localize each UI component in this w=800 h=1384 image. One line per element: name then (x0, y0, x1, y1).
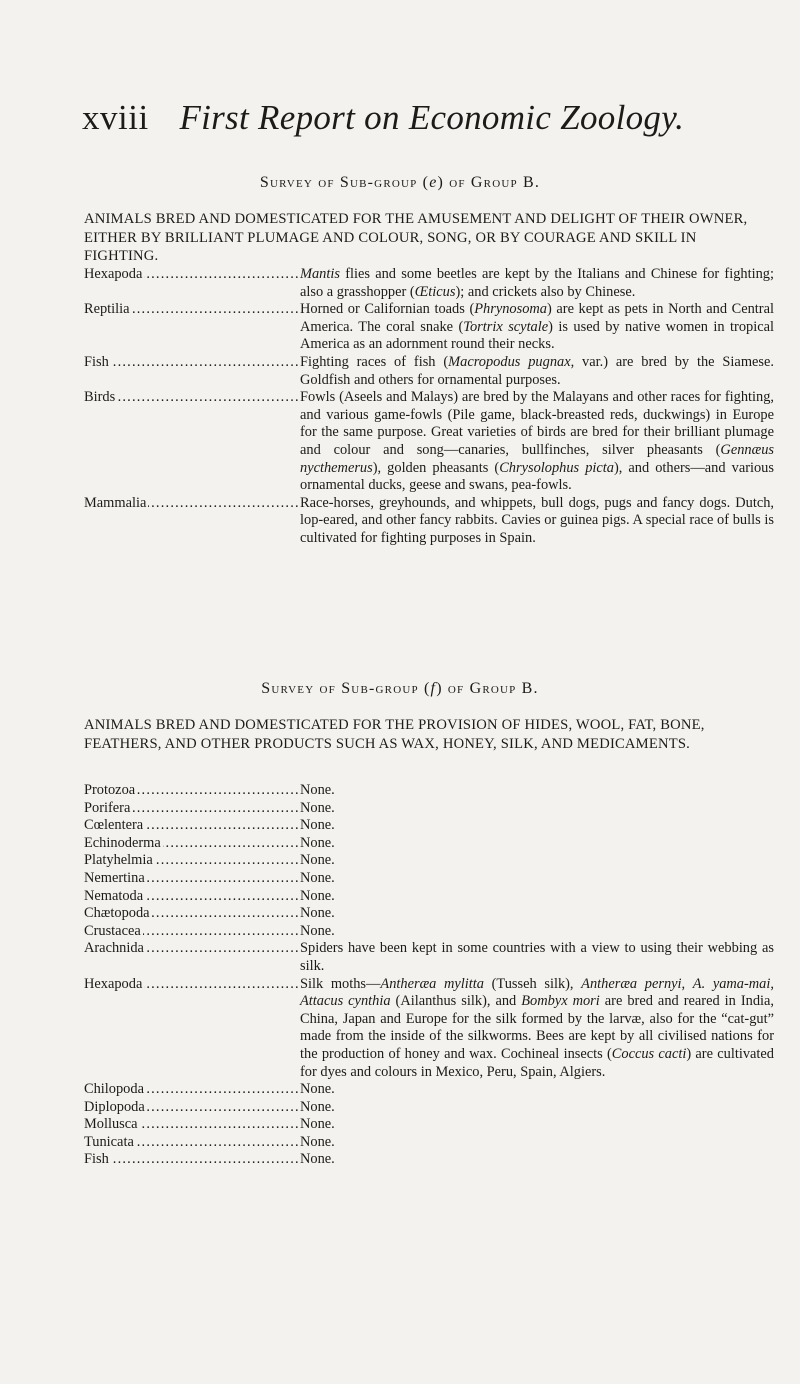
entry-row (84, 870, 774, 888)
entry-description: Horned or Californian toads (Phrynosoma) are kept as pets in North and Central America. The coral snake (Tortrix scytale) is used by native women in tropical America as an adornment round their necks. (300, 301, 775, 353)
section-e-entries (84, 266, 774, 548)
section-f-title-letter: f (430, 680, 437, 697)
entry-group-name: Fish (84, 1151, 109, 1168)
entry-group-name: Porifera (84, 799, 131, 816)
entry-description: None. (300, 869, 335, 886)
section-e-title-prefix: Survey of Sub-group ( (259, 174, 430, 191)
entry-group-label (84, 495, 300, 513)
entry-group-name: Hexapoda (84, 975, 143, 992)
entry-description: None. (300, 817, 335, 834)
section-f-title (0, 680, 800, 698)
entry-group-label (84, 1151, 300, 1169)
entry-description: None. (300, 834, 335, 851)
entry-group-name: Chilopoda (84, 1081, 144, 1098)
entry-description: None. (300, 1098, 335, 1115)
entry-group-name: Arachnida (84, 940, 144, 957)
entry-group-name: Chætopoda (84, 905, 150, 922)
entry-row (84, 1081, 774, 1099)
entry-group-label (84, 266, 300, 284)
entry-description: Fighting races of fish (Macropodus pugnax, var.) are bred by the Siamese. Goldfish and others for ornamental purposes. (300, 353, 774, 388)
entry-description: None. (300, 852, 335, 869)
entry-row (84, 800, 774, 818)
entry-group-name: Cœlentera (84, 817, 144, 834)
entry-group-label (84, 301, 300, 319)
section-e-subtitle: ANIMALS BRED AND DOMESTICATED FOR THE AMUSEMENT AND DELIGHT OF THEIR OWNER, EITHER BY BRILLIANT PLUMAGE AND COLOUR, SONG, OR BY COURAGE AND SKILL IN FIGHTING. (84, 211, 748, 264)
entry-group-name: Crustacea (84, 922, 141, 939)
entry-group-name: Reptilia (84, 301, 130, 318)
entry-group-label (84, 354, 300, 372)
entry-description: None. (300, 1133, 335, 1150)
entry-group-name: Fish (84, 353, 109, 370)
entry-group-label (84, 1081, 300, 1099)
entry-row (84, 266, 774, 301)
entry-group-name: Birds (84, 389, 116, 406)
entry-row (84, 301, 774, 354)
entry-row (84, 940, 774, 975)
entry-group-label (84, 870, 300, 888)
entry-group-label (84, 782, 300, 800)
entry-description: None. (300, 922, 335, 939)
entry-row (84, 1134, 774, 1152)
entry-description: Spiders have been kept in some countries with a view to using their webbing as silk. (300, 940, 774, 974)
entry-description: None. (300, 799, 335, 816)
entry-group-name: Tunicata (84, 1133, 134, 1150)
section-e-title-letter: e (429, 174, 438, 191)
entry-description: None. (300, 782, 335, 798)
entry-group-name: Echinoderma (84, 834, 161, 851)
section-f-title-prefix: Survey of Sub-group ( (261, 680, 431, 697)
entry-description: None. (300, 1151, 335, 1168)
entry-group-label (84, 1099, 300, 1117)
entry-row (84, 852, 774, 870)
entry-description: None. (300, 887, 335, 904)
entry-description: Silk moths—Antheræa mylitta (Tusseh silk), Antheræa pernyi, A. yama-mai, Attacus cynthia (Ailanthus silk), and Bombyx mori are bred and reared in India, China, Japan and Europe for the silk formed by the larvæ, also for the “cat-gut” made from the inside of the silkworms. Bees are kept by all civilised nations for the production of honey and wax. Cochineal insects (Coccus cacti) are cultivated for dyes and colours in Mexico, Peru, Spain, Algiers. (300, 975, 775, 1080)
entry-row (84, 1116, 774, 1134)
entry-row (84, 495, 774, 548)
entry-group-label (84, 835, 300, 853)
entry-group-name: Hexapoda (84, 266, 143, 282)
entry-row (84, 782, 774, 800)
entry-row (84, 923, 774, 941)
section-e-title-suffix: ) of Group B. (437, 174, 541, 191)
entry-row (84, 976, 774, 1082)
entry-group-label (84, 976, 300, 994)
section-f-title-suffix: ) of Group B. (436, 680, 539, 697)
entry-group-label (84, 923, 300, 941)
entry-row (84, 354, 774, 389)
entry-group-label (84, 1116, 300, 1134)
running-title: First Report on Economic Zoology. (179, 98, 685, 137)
entry-row (84, 389, 774, 495)
entry-group-name: Mollusca (84, 1116, 138, 1133)
entry-group-label (84, 800, 300, 818)
section-e-title (0, 174, 800, 192)
entry-description: Mantis flies and some beetles are kept by the Italians and Chinese for fighting; also a grasshopper (Œticus); and crickets also by Chinese. (300, 266, 774, 300)
entry-row (84, 835, 774, 853)
entry-group-name: Protozoa (84, 782, 136, 798)
entry-group-name: Diplopoda (84, 1098, 145, 1115)
entry-group-name: Nemertina (84, 869, 145, 886)
section-f-entries (84, 782, 774, 1169)
entry-row (84, 1099, 774, 1117)
entry-row (84, 817, 774, 835)
page-number: xviii (82, 98, 149, 137)
entry-group-name: Nematoda (84, 887, 144, 904)
entry-group-label (84, 1134, 300, 1152)
entry-row (84, 905, 774, 923)
entry-description: None. (300, 1116, 335, 1133)
entry-group-label (84, 389, 300, 407)
entry-group-name: Mammalia (84, 494, 147, 511)
entry-row (84, 888, 774, 906)
entry-description: Fowls (Aseels and Malays) are bred by the Malayans and other races for fighting, and various game-fowls (Pile game, black-breasted reds, duckwings) in Europe for the same purpose. Great varieties of birds are bred for their brilliant plumage and colour and song—canaries, bullfinches, silver pheasants (Gennæus nycthemerus), golden pheasants (Chrysolophus picta), and others—and various ornamental ducks, geese and swans, pea-fowls. (300, 389, 774, 494)
running-head (82, 98, 772, 138)
entry-description: Race-horses, greyhounds, and whippets, bull dogs, pugs and fancy dogs. Dutch, lop-eared, and other fancy rabbits. Cavies or guinea pigs. A special race of bulls is cultivated for fighting purposes in Spain. (300, 494, 774, 546)
entry-group-label (84, 852, 300, 870)
entry-row (84, 1151, 774, 1169)
entry-group-name: Platyhelmia (84, 852, 153, 869)
section-f-subtitle: ANIMALS BRED AND DOMESTICATED FOR THE PROVISION OF HIDES, WOOL, FAT, BONE, FEATHERS, AND OTHER PRODUCTS SUCH AS WAX, HONEY, SILK, AND MEDICAMENTS. (84, 717, 705, 752)
entry-description: None. (300, 1081, 335, 1098)
entry-description: None. (300, 905, 335, 922)
entry-group-label (84, 905, 300, 923)
entry-group-label (84, 888, 300, 906)
entry-group-label (84, 940, 300, 958)
entry-group-label (84, 817, 300, 835)
